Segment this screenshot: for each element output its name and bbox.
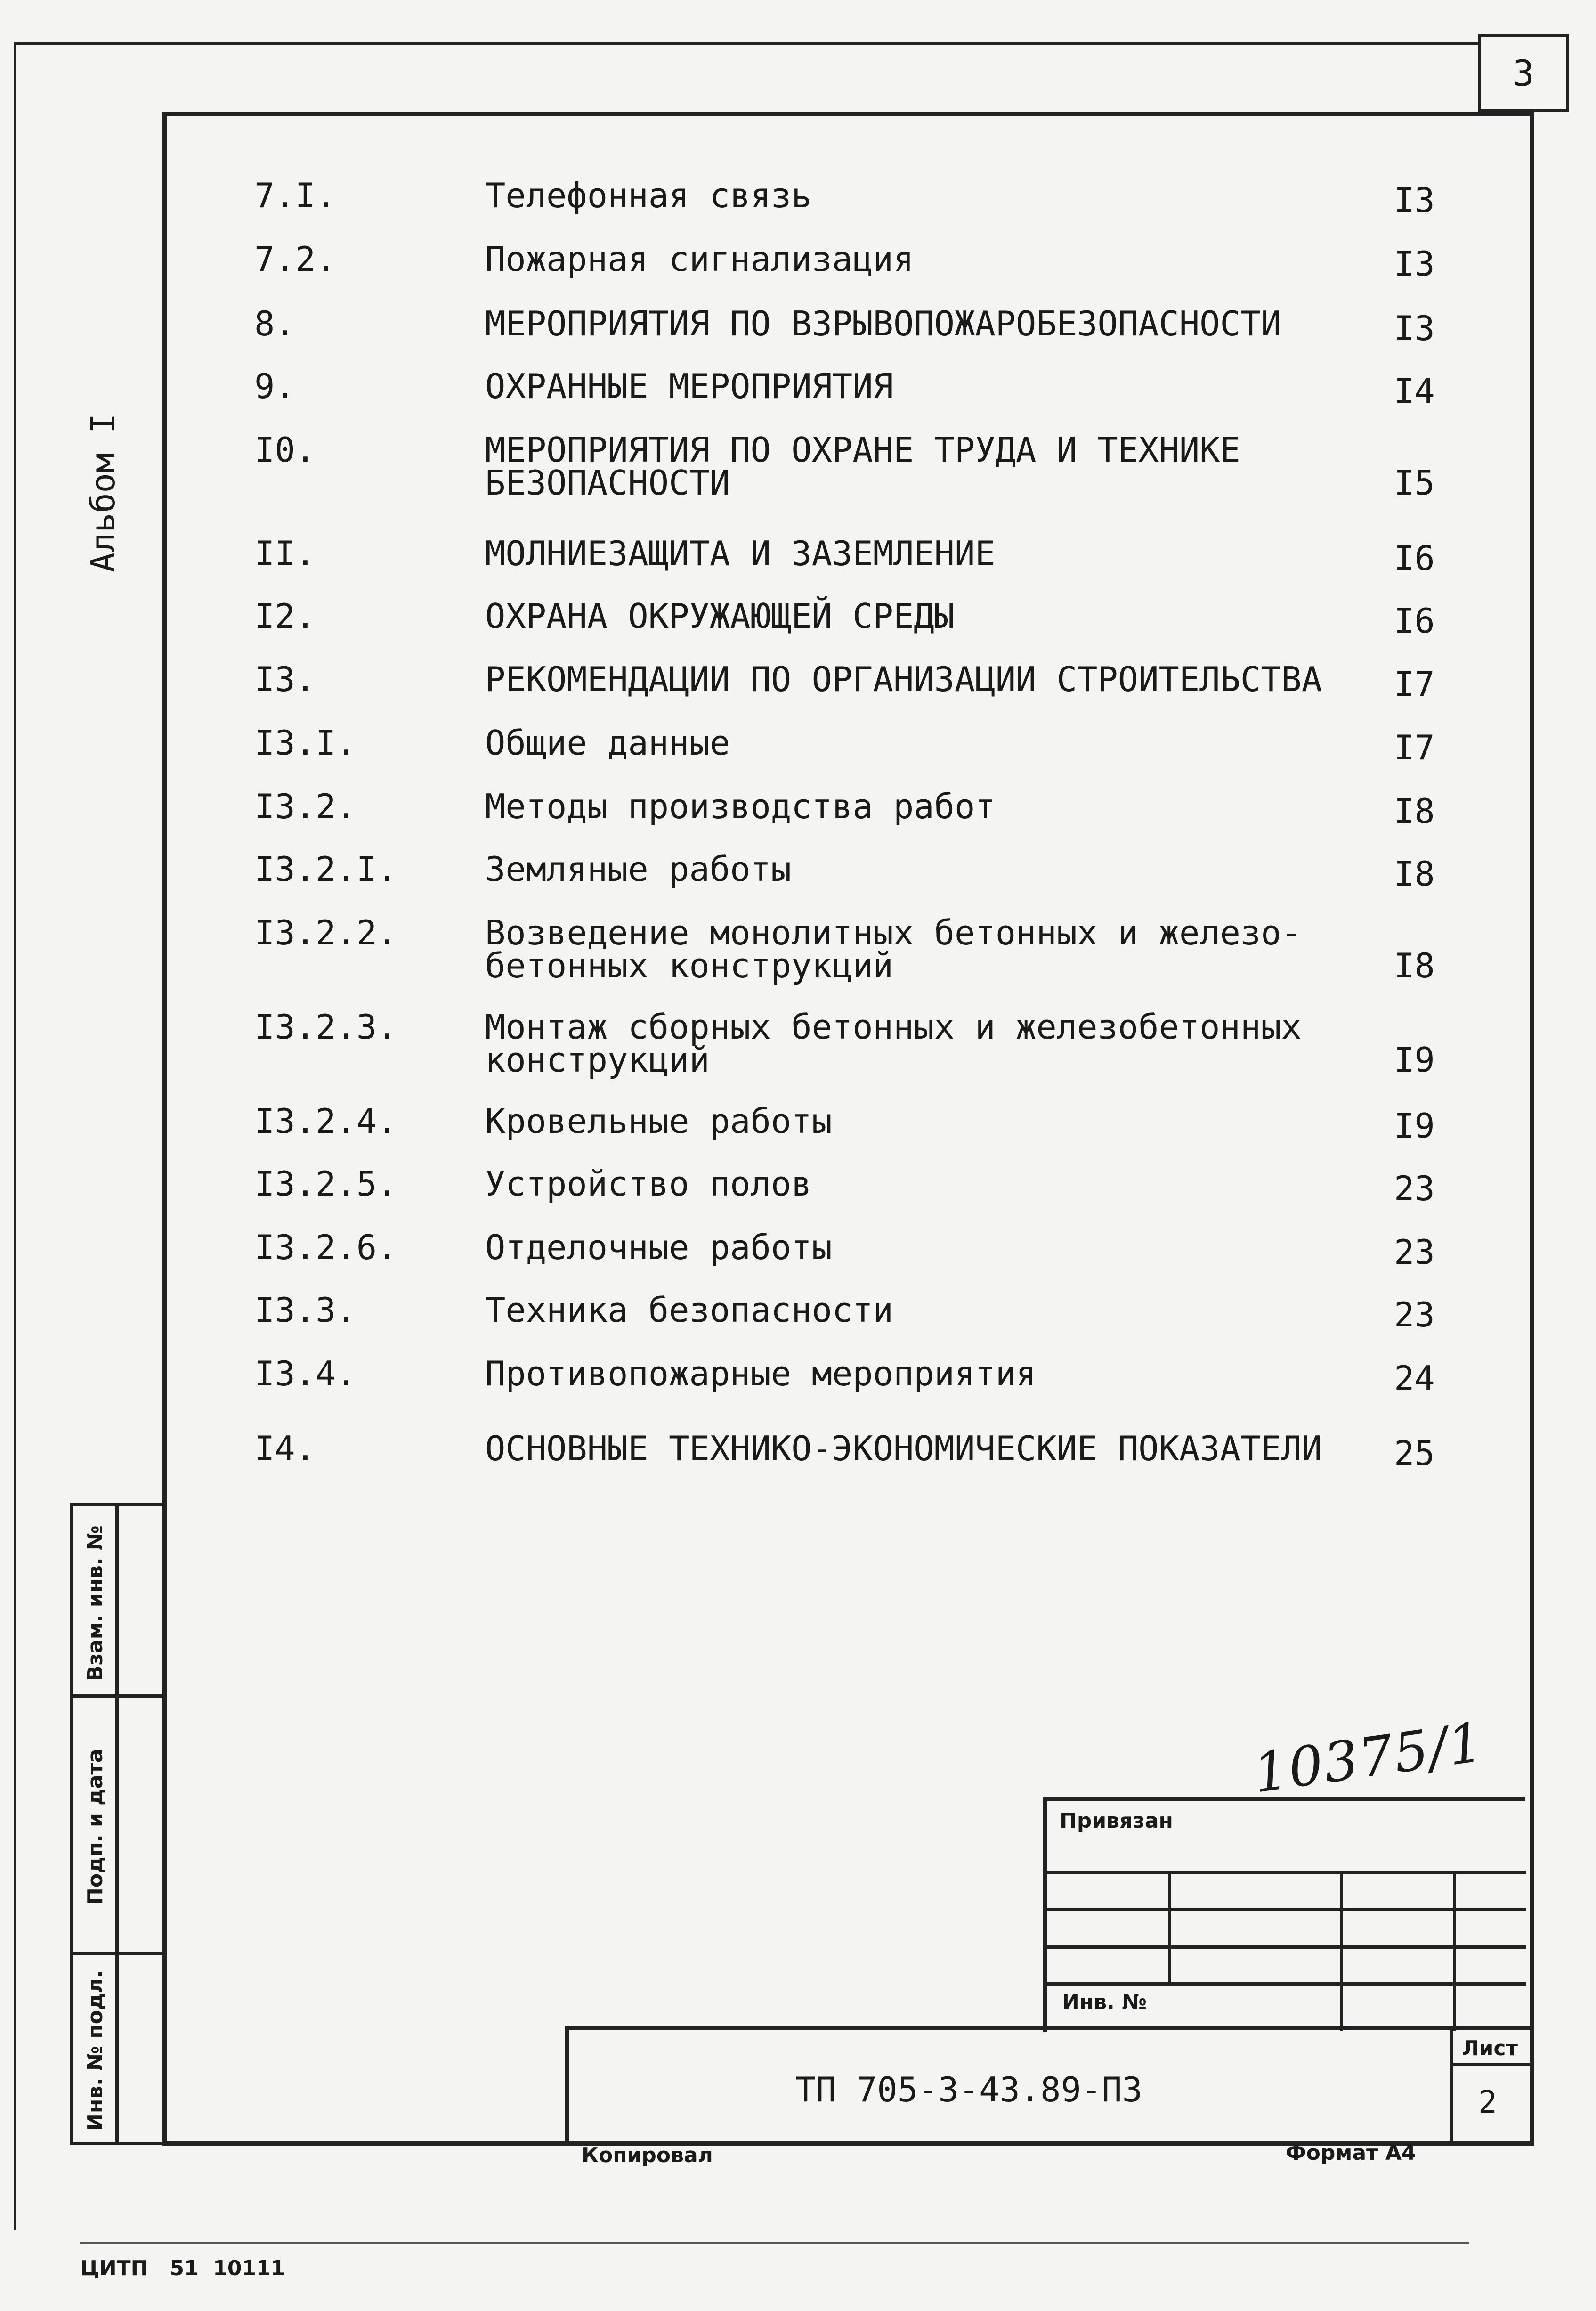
toc-section-number: I3.2.3. xyxy=(254,1007,397,1047)
toc-section-title: ОХРАНА ОКРУЖАЮЩЕЙ СРЕДЫ xyxy=(485,596,955,636)
toc-section-number: 9. xyxy=(254,366,295,406)
toc-section-number: I3.2.I. xyxy=(254,849,397,889)
toc-section-number: I3.2.4. xyxy=(254,1101,397,1141)
toc-section-number: I3.2.2. xyxy=(254,913,397,952)
toc-section-number: I2. xyxy=(254,596,316,636)
toc-section-number: 7.I. xyxy=(254,176,336,215)
toc-page-number: I3 xyxy=(1394,309,1435,348)
title-block-vline xyxy=(1450,2030,1453,2143)
toc-section-number: I0. xyxy=(254,430,316,470)
list-label: Лист xyxy=(1462,2036,1518,2060)
toc-page-number: I9 xyxy=(1394,1106,1435,1146)
toc-section-title: ОСНОВНЫЕ ТЕХНИКО-ЭКОНОМИЧЕСКИЕ ПОКАЗАТЕЛИ xyxy=(485,1429,1322,1468)
citp-code: ЦИТП 51 10111 xyxy=(80,2256,285,2280)
toc-section-number: I3.2.5. xyxy=(254,1164,397,1204)
stamp-vline xyxy=(1168,1871,1171,1984)
podp-label: Подп. и дата xyxy=(83,1749,107,1905)
inv-podl-label: Инв. № подл. xyxy=(83,1970,107,2131)
side-cell-vzam xyxy=(73,1506,165,1698)
toc-page-number: I8 xyxy=(1394,946,1435,985)
toc-page-number: I8 xyxy=(1394,791,1435,831)
toc-section-title: РЕКОМЕНДАЦИИ ПО ОРГАНИЗАЦИИ СТРОИТЕЛЬСТВА xyxy=(485,659,1322,699)
format-label: Формат А4 xyxy=(1286,2141,1416,2165)
title-block-hline xyxy=(1450,2063,1530,2066)
toc-section-title: Общие данные xyxy=(485,723,730,763)
title-block xyxy=(565,2026,1530,2145)
side-cell-inv-podl xyxy=(73,1955,165,2139)
toc-section-number: I4. xyxy=(254,1429,316,1468)
toc-page-number: I4 xyxy=(1394,371,1435,411)
handwritten-number: 10375/1 xyxy=(1249,1710,1488,1806)
toc-section-number: II. xyxy=(254,534,316,573)
binding-stamp xyxy=(1043,1797,1526,2033)
album-label: Альбом I xyxy=(84,413,122,572)
toc-section-title: МОЛНИЕЗАЩИТА И ЗАЗЕМЛЕНИЕ xyxy=(485,534,996,573)
toc-page-number: 24 xyxy=(1394,1359,1435,1398)
toc-section-number: I3.2.6. xyxy=(254,1228,397,1267)
toc-page-number: 25 xyxy=(1394,1433,1435,1473)
toc-section-number: 7.2. xyxy=(254,239,336,279)
toc-page-number: I5 xyxy=(1394,463,1435,503)
toc-page-number: I7 xyxy=(1394,664,1435,704)
toc-section-title: Телефонная связь xyxy=(485,176,812,215)
toc-section-number: 8. xyxy=(254,304,295,343)
toc-section-title: Методы производства работ xyxy=(485,787,996,826)
toc-page-number: 23 xyxy=(1394,1232,1435,1272)
inv-no-label: Инв. № xyxy=(1062,1990,1147,2014)
toc-section-title: Противопожарные мероприятия xyxy=(485,1354,1037,1393)
toc-page-number: I7 xyxy=(1394,728,1435,767)
list-value: 2 xyxy=(1478,2084,1497,2120)
toc-section-number: I3. xyxy=(254,659,316,699)
toc-section-title: Возведение монолитных бетонных и железо- бетонных конструкций xyxy=(485,913,1302,985)
copied-by-label: Копировал xyxy=(582,2143,713,2167)
toc-page-number: I9 xyxy=(1394,1040,1435,1080)
toc-section-title: Земляные работы xyxy=(485,849,792,889)
toc-section-number: I3.3. xyxy=(254,1290,356,1330)
vzam-label: Взам. инв. № xyxy=(83,1525,107,1681)
privyazan-label: Привязан xyxy=(1060,1809,1173,1833)
toc-section-title: МЕРОПРИЯТИЯ ПО ОХРАНЕ ТРУДА И ТЕХНИКЕ БЕЗОПАСНОСТИ xyxy=(485,430,1240,503)
stamp-vline xyxy=(1453,1871,1456,2031)
toc-section-title: Отделочные работы xyxy=(485,1228,832,1267)
toc-page-number: I3 xyxy=(1394,244,1435,284)
stamp-vline xyxy=(1340,1871,1343,2031)
toc-section-title: Монтаж сборных бетонных и железобетонных конструкций xyxy=(485,1007,1302,1080)
toc-page-number: I8 xyxy=(1394,854,1435,894)
toc-page-number: I6 xyxy=(1394,601,1435,641)
bottom-rule xyxy=(80,2242,1469,2244)
toc-section-number: I3.I. xyxy=(254,723,356,763)
toc-section-title: Пожарная сигнализация xyxy=(485,239,914,279)
toc-section-title: Техника безопасности xyxy=(485,1290,893,1330)
sheet-number: 3 xyxy=(1478,34,1569,112)
toc-page-number: 23 xyxy=(1394,1169,1435,1208)
side-stamp xyxy=(70,1503,165,2145)
side-cell-podp xyxy=(73,1698,165,1955)
toc-page-number: 23 xyxy=(1394,1295,1435,1335)
toc-section-title: ОХРАННЫЕ МЕРОПРИЯТИЯ xyxy=(485,366,893,406)
toc-page-number: I3 xyxy=(1394,180,1435,220)
toc-section-number: I3.4. xyxy=(254,1354,356,1393)
document-code: ТП 705-3-43.89-ПЗ xyxy=(795,2070,1142,2109)
toc-section-title: Кровельные работы xyxy=(485,1101,832,1141)
toc-section-number: I3.2. xyxy=(254,787,356,826)
toc-page-number: I6 xyxy=(1394,538,1435,578)
toc-section-title: Устройство полов xyxy=(485,1164,812,1204)
toc-section-title: МЕРОПРИЯТИЯ ПО ВЗРЫВОПОЖАРОБЕЗОПАСНОСТИ xyxy=(485,304,1281,343)
